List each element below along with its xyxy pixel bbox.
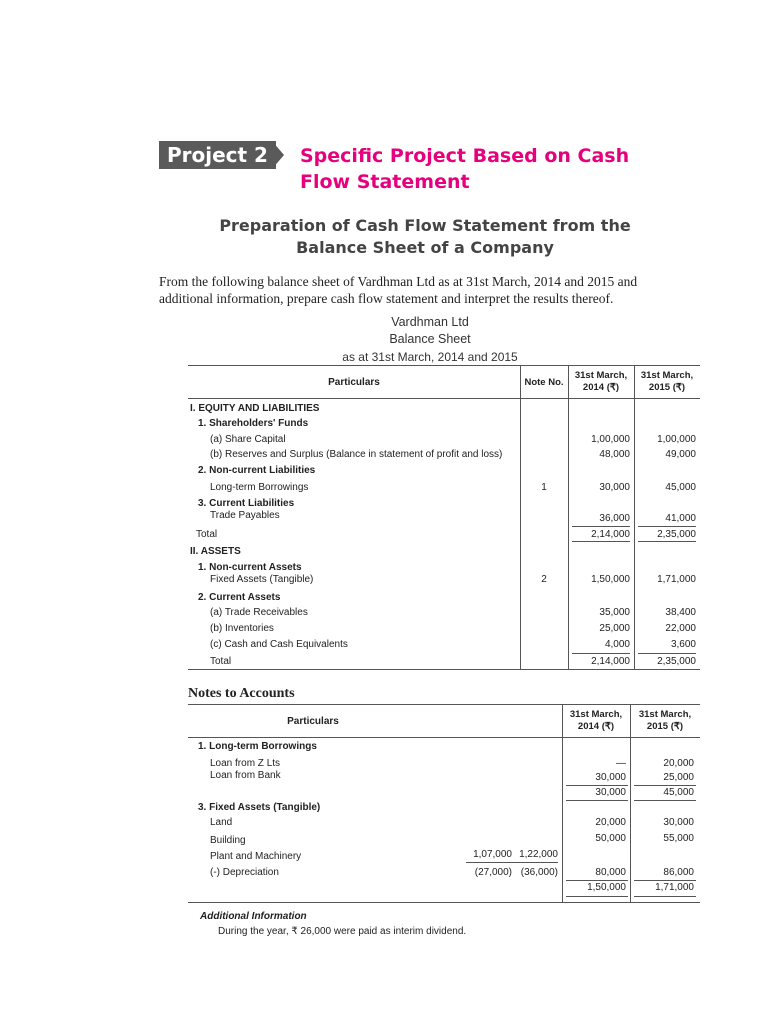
value-2014: 30,000 [599,482,630,493]
section-subtitle [200,215,650,259]
badge-arrow-icon [272,141,284,169]
note-3-title: 3. Fixed Assets (Tangible) [198,802,321,813]
project-title [300,143,630,195]
subtotal-rule [634,880,696,881]
subtitle-line-2: Balance Sheet of a Company [296,238,554,257]
title-line-2: Flow Statement [300,171,470,193]
title-line-1: Specific Project Based on Cash [300,145,630,167]
row-label: Land [210,817,233,828]
row-label: Loan from Bank [210,770,281,781]
bs-header-2015 [634,370,700,394]
total-rule [638,653,696,654]
value-2015: 3,600 [670,639,696,650]
amount-2015: (36,000) [520,867,558,878]
amount-2014: (27,000) [474,867,512,878]
subtotal-rule [566,785,628,786]
row-label: (a) Share Capital [210,434,286,445]
row-label: (-) Depreciation [210,867,279,878]
notes-header-2014 [562,709,630,733]
row-label: (b) Reserves and Surplus (Balance in statement of profit and loss) [210,449,503,460]
subtotal-rule [634,896,696,897]
section-assets: II. ASSETS [190,546,241,557]
bs-bottom-rule [188,669,700,670]
value-2015: 38,400 [665,607,696,618]
note-number: 1 [541,482,547,493]
value-2014: 80,000 [595,867,626,878]
value-2015: 20,000 [663,758,694,769]
value-2015: 1,00,000 [657,434,696,445]
bs-header-particulars: Particulars [328,377,380,388]
bs-header-note: Note No. [524,377,564,388]
company-name: Vardhman Ltd [391,315,469,329]
bs-top-rule [188,365,700,366]
row-total: Total [210,656,232,667]
value-2015: 45,000 [665,482,696,493]
notes-heading: Notes to Accounts [188,686,295,701]
bs-header-2014-l1: 31st March, [574,370,628,381]
notes-bottom-rule [188,902,700,903]
value-2014: 36,000 [599,513,630,524]
bs-header-2014 [568,370,634,394]
notes-header-particulars: Particulars [287,716,339,727]
notes-header-2014-l1: 31st March, [569,709,623,720]
value-2015: 45,000 [663,787,694,798]
total-rule [572,653,630,654]
row-label: Long-term Borrowings [210,482,309,493]
subtotal-rule [566,880,628,881]
value-2014: 25,000 [599,623,630,634]
additional-info-heading: Additional Information [200,911,307,922]
value-2015: 22,000 [665,623,696,634]
notes-header-2015-l2: 2015 (₹) [646,721,684,732]
row-label: Loan from Z Lts [210,758,281,769]
value-2015: 49,000 [665,449,696,460]
bs-header-2015-l2: 2015 (₹) [648,382,686,393]
value-2014: 30,000 [595,787,626,798]
row-label: Fixed Assets (Tangible) [210,574,314,585]
value-2015: 25,000 [663,772,694,783]
group-current-liabilities: 3. Current Liabilities [198,498,295,509]
bs-col-divider [520,365,521,669]
value-2015: 41,000 [665,513,696,524]
group-noncurrent-liabilities: 2. Non-current Liabilities [198,465,316,476]
value-2014: 30,000 [595,772,626,783]
subtotal-rule [566,800,628,801]
notes-header-rule [188,737,700,738]
total-rule [638,541,696,542]
bs-header-2015-l1: 31st March, [640,370,694,381]
value-2014: 1,50,000 [587,882,626,893]
subtotal-rule [566,896,628,897]
row-label: Building [210,835,246,846]
total-rule [572,526,630,527]
value-2014: 48,000 [599,449,630,460]
total-rule [638,526,696,527]
intro-line-1: From the following balance sheet of Vardhman Ltd as at 31st March, 2014 and 2015 and [159,274,638,289]
note-number: 2 [541,574,547,585]
value-2014: 2,14,000 [591,529,630,540]
value-2014: 2,14,000 [591,656,630,667]
value-2014: — [616,758,626,769]
balance-sheet-title: Balance Sheet [389,332,471,346]
value-2015: 86,000 [663,867,694,878]
value-2015: 30,000 [663,817,694,828]
value-2014: 4,000 [604,639,630,650]
amount-2015: 1,22,000 [519,849,558,860]
row-label: Plant and Machinery [210,851,302,862]
notes-top-rule [188,704,700,705]
row-label: (a) Trade Receivables [210,607,308,618]
row-label: (c) Cash and Cash Equivalents [210,639,348,650]
group-current-assets: 2. Current Assets [198,592,281,603]
value-2014: 50,000 [595,833,626,844]
intro-line-2: additional information, prepare cash flow statement and interpret the results thereof. [159,291,614,306]
value-2014: 20,000 [595,817,626,828]
subtitle-line-1: Preparation of Cash Flow Statement from the [219,216,631,235]
notes-header-2014-l2: 2014 (₹) [577,721,615,732]
notes-header-2015-l1: 31st March, [638,709,692,720]
additional-info-text: During the year, ₹ 26,000 were paid as interim dividend. [218,926,467,937]
section-equity-liabilities: I. EQUITY AND LIABILITIES [190,403,320,414]
value-2014: 1,50,000 [591,574,630,585]
value-2015: 2,35,000 [657,656,696,667]
value-2015: 1,71,000 [655,882,694,893]
value-2014: 35,000 [599,607,630,618]
total-rule [572,541,630,542]
value-2015: 2,35,000 [657,529,696,540]
row-total: Total [196,529,218,540]
row-label: Trade Payables [210,510,280,521]
subtotal-rule [634,800,696,801]
value-2015: 1,71,000 [657,574,696,585]
project-badge: Project 2 [159,141,276,169]
subtotal-rule [466,862,558,863]
intro-paragraph [159,273,679,307]
value-2014: 1,00,000 [591,434,630,445]
group-noncurrent-assets: 1. Non-current Assets [198,562,302,573]
row-label: (b) Inventories [210,623,274,634]
note-1-title: 1. Long-term Borrowings [198,741,317,752]
bs-header-2014-l2: 2014 (₹) [582,382,620,393]
balance-sheet-date: as at 31st March, 2014 and 2015 [342,350,518,364]
subtotal-rule [634,785,696,786]
bs-header-rule [188,398,700,399]
group-shareholders-funds: 1. Shareholders' Funds [198,418,309,429]
amount-2014: 1,07,000 [473,849,512,860]
value-2015: 55,000 [663,833,694,844]
notes-header-2015 [630,709,700,733]
